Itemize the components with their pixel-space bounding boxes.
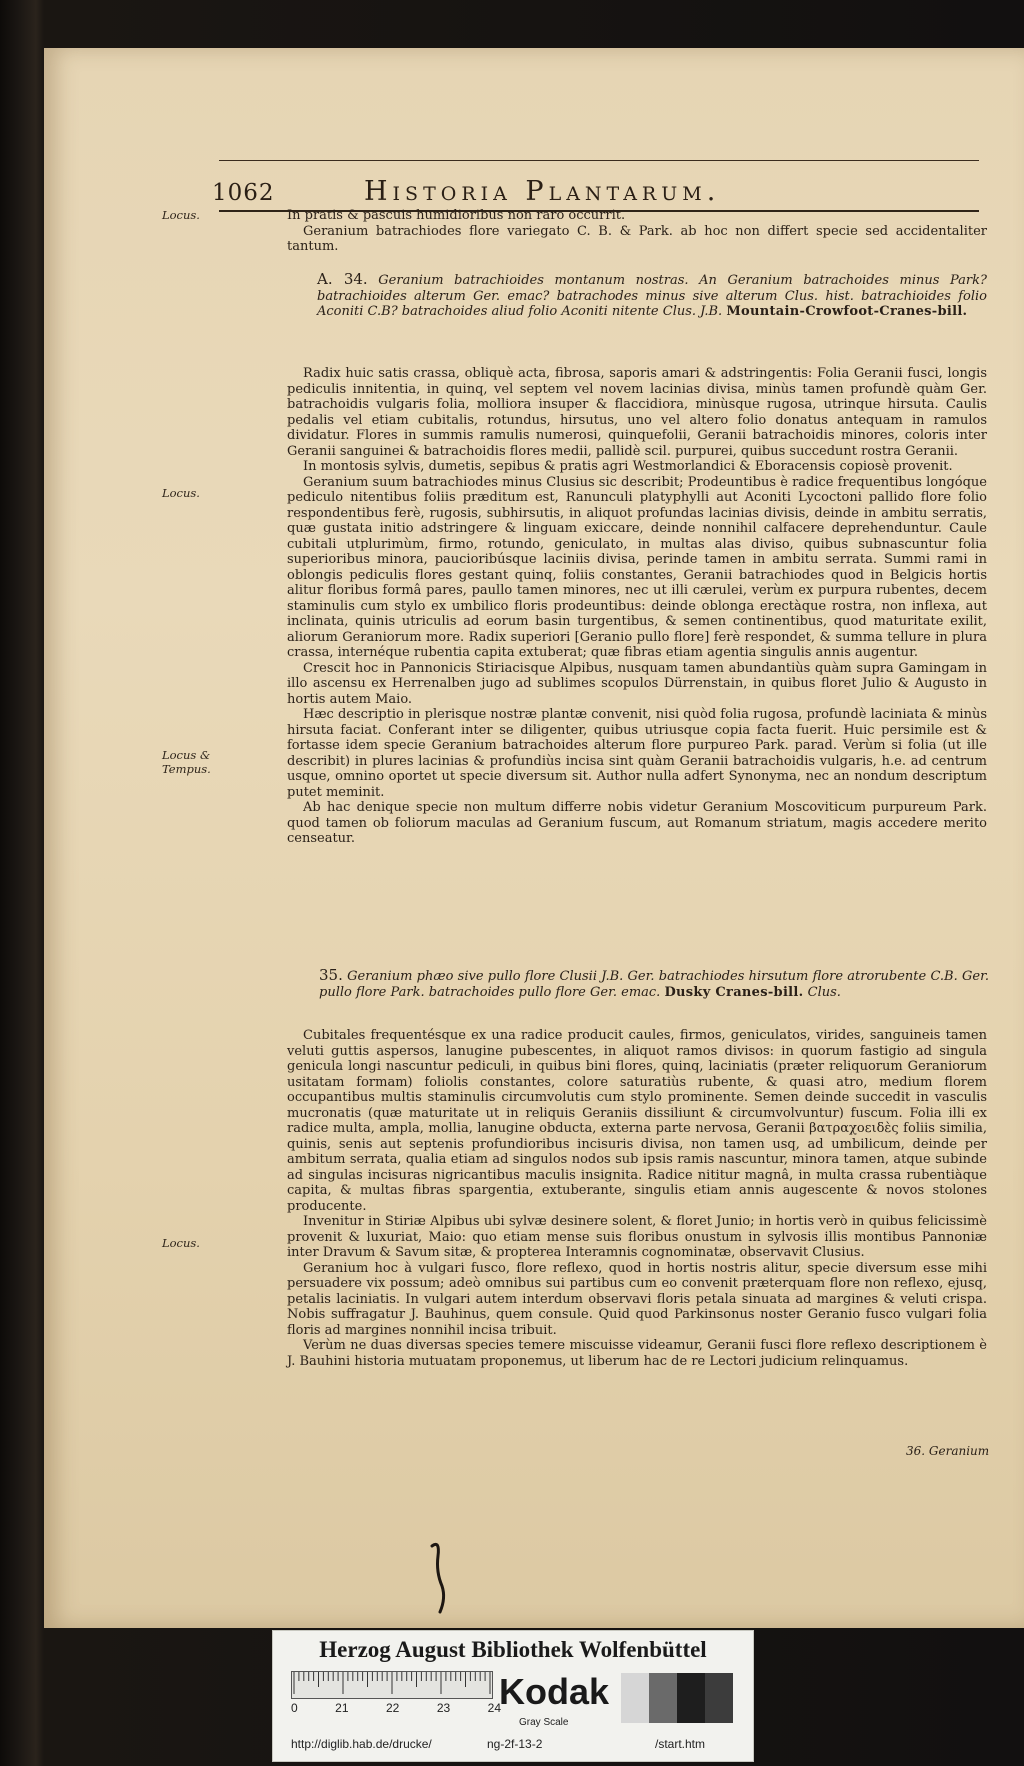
margin-note-locus-tempus: Locus & Tempus. [162, 748, 211, 776]
ruler-number: 22 [385, 1701, 400, 1715]
paragraph: Invenitur in Stiriæ Alpibus ubi sylvæ desinere solent, & floret Junio; in hortis verò in quibus felicissimè provenit & luxuriat, Maio: quo etiam mense suis floribus onustum in sylvosis illis montibus Pannoniæ inter Dravum & Savum sitæ, & propterea Interamnis cognominatæ, observavit Clusius. [287, 1214, 987, 1260]
catchword: 36. Geranium [906, 1444, 990, 1458]
entry-heading: Geranium phæo sive pullo flore Clusii J.B. Ger. batrachiodes hirsutum flore atrorubente C.B. Ger. pullo flore Park. batrachoides pullo flore Ger. emac. [319, 969, 989, 1000]
ruler-number: 23 [436, 1701, 451, 1715]
running-head: Historia Plantarum. [364, 176, 721, 207]
paragraph: Radix huic satis crassa, obliquè acta, fibrosa, saporis amari & adstringentis: Folia Geranii fusci, longis pediculis innitentia, in quinq, vel septem vel novem lacinias divisa, minùs tamen profundè quàm Ger. batrachoidis vulgaris folia, molliora insuper & flaccidiora, minùsque rugosa, utrinque hirsuta. Caulis pedalis vel etiam cubitalis, rotundus, hirsutus, uno vel altero folio donatus antequam in ramulos dividatur. Flores in summis ramulis numerosi, quinquefolii, Geranii batrachoidis minores, coloris inter Geranii sanguinei & batrachoidis flores medii, pallidè scil. purpurei, quibus succedunt rostra Geranii. [287, 366, 987, 459]
gray-swatch [649, 1673, 677, 1723]
english-name: Mountain-Crowfoot-Cranes-bill. [726, 304, 968, 319]
url-suffix: /start.htm [655, 1737, 706, 1751]
paragraph: Crescit hoc in Pannonicis Stiriacisque Alpibus, nusquam tamen abundantiùs quàm supra Gamingam in illo ascensu ex Herrenalben jugo ad sublimes scopulos Dürrenstain, in quibus floret Julio & Augusto in hortis autem Maio. [287, 660, 987, 707]
library-label [272, 1630, 754, 1762]
paragraph: Geranium suum batrachiodes minus Clusius sic describit; Prodeuntibus è radice frequentibus longóque pediculo nitentibus foliis præditum est, Ranunculi platyphylli aut Aconiti Lycoctoni pallido flore folio respondentibus ferè, rugosis, subhirsutis, in aliquot profundas lacinias divisis, deinde in ambitu serratis, quæ gustata initio adstringere & linguam exiccare, deinde nonnihil calfacere deprehenduntur. Caule cubitali utplurimùm, firmo, rotundo, geniculato, in multas alas diviso, quibus subnascuntur folia superioribus minora, paucioribúsque laciniis divisa, perinde tamen in ambitu serrata. Summi rami in oblongis pediculis flores gestant quinq, foliis constantes, Geranii batrachiodes quod in Belgicis hortis alitur floribus formâ pares, paullo tamen minores, nec ut illi cærulei, verùm ex purpura rubentes, decem staminulis cum stylo ex umbilico floris prodeuntibus: deinde oblonga erectàque rostra, non inflexa, aut inclinata, quinis utriculis ad eorum basin turgentibus, & semen continentibus, quod maturitate exilit, aliorum Geraniorum more. Radix superiori [Geranio pullo flore] ferè respondet, & summa tellure in plura crassa, internéque rubentia capita extuberat; quæ fibras etiam agentia singulis annis augentur. [287, 474, 987, 660]
entry-number: 35. [319, 966, 343, 984]
gray-swatch [705, 1673, 733, 1723]
paragraph: Ab hac denique specie non multum differre nobis videtur Geranium Moscoviticum purpureum Park. quod tamen ob foliorum maculas ad Geranium fuscum, aut Romanum striatum, magis accedere merito censeatur. [287, 800, 987, 846]
paragraph: Geranium batrachiodes flore variegato C. B. & Park. ab hoc non differt specie sed accidentaliter tantum. [287, 223, 987, 254]
gray-swatch [677, 1673, 705, 1723]
paragraph: Cubitales frequentésque ex una radice producit caules, firmos, geniculatos, virides, sanguineis tamen veluti guttis aspersos, lanugine pubescentes, in aliquot ramos divisos: in quorum fastigio ad singula genicula longi nascuntur pediculi, in quibus bini flores, quinq, laciniatis (præter reliquorum Geraniorum usitatam formam) foliolis constantes, colore saturatiùs rubente, & quasi atro, medium florem occupantibus multis staminulis circumvolutis cum stylo prominente. Semen deinde succedit in vasculis mucronatis (quæ maturitate ut in reliquis Geraniis dissiliunt & circumvolvuntur) fuscum. Folia illi ex radice multa, ampla, mollia, lanugine obducta, externa parte nervosa, Geranii βατραχοειδὲς foliis similia, quinis, senis aut septenis profundioribus incisuris divisa, non tamen usq, ad umbilicum, deinde per ambitum serrata, qualia etiam ad singulos nodos sub ipsis ramis nascuntur, minora tamen, atque subinde ad singulas incisuras nigricantibus maculis insignita. Radice nititur magnâ, in multa crassa rubentiàque capita, & multas fibras spargentia, extuberante, singulis etiam annis augescente & novos stolones producente. [287, 1028, 987, 1214]
ruler-numbers [291, 1701, 501, 1715]
entry-34-text [287, 366, 987, 847]
paragraph: Geranium hoc à vulgari fusco, flore reflexo, quod in hortis nostris alitur, specie diversum esse mihi persuadere vix possum; adeò omnibus sui partibus cum eo convenit præterquam flore non reflexo, ejusq, petalis laciniatis. In vulgari autem interdum observavi floris petala sinuata ad margines & veluti crispa. Nobis suffragatur J. Bauhinus, quem consule. Quid quod Parkinsonus noster Geranio fusco vulgari folia floris ad margines nonnihil incisa tribuit. [287, 1260, 987, 1338]
entry-heading: Geranium batrachioides montanum nostras. An Geranium batrachoides minus Park? batrachioides alterum Ger. emac? batrachodes minus sive alterum Clus. hist. batrachioides folio Aconiti C.B? batrachoides aliud folio Aconiti nitente Clus. J.B. [317, 273, 987, 319]
url-signature: ng-2f-13-2 [487, 1737, 543, 1751]
gray-swatch [621, 1673, 649, 1723]
english-name: Dusky Cranes-bill. [664, 984, 804, 1000]
margin-note-locus: Locus. [162, 1236, 200, 1250]
library-name: Herzog August Bibliothek Wolfenbüttel [319, 1637, 707, 1662]
entry-35-text [287, 1028, 987, 1369]
ruler-number: 21 [335, 1701, 349, 1715]
intro-text [287, 208, 987, 255]
author: Clus. [807, 984, 841, 1000]
ruler-number: 24 [487, 1701, 501, 1715]
ruler-number: 0 [291, 1701, 298, 1715]
ink-pen-mark [422, 1528, 462, 1628]
ruler-scale [291, 1671, 493, 1699]
url-prefix: http://diglib.hab.de/drucke/ [291, 1737, 432, 1751]
species-entry-35 [319, 968, 989, 1000]
book-page [44, 48, 1024, 1628]
paragraph: In pratis & pascuis humidioribus non raro occurrit. [287, 208, 626, 223]
ruler-ticks [292, 1672, 492, 1698]
margin-note-locus: Locus. [162, 486, 200, 500]
margin-note-locus: Locus. [162, 208, 200, 222]
species-entry-34 [317, 272, 987, 320]
page-number: 1062 [212, 180, 275, 206]
paragraph: Hæc descriptio in plerisque nostræ plantæ convenit, nisi quòd folia rugosa, profundè laciniata & minùs hirsuta faciat. Conferant inter se diligenter, quibus utriusque copia facta fuerit. Huic persimile est & fortasse idem specie Geranium batrachoides alterum flore purpureo Park. parad. Verùm si folia (ut ille describit) in plures lacinias & profundiùs incisa sint quàm Geranii batrachoidis vulgaris, h.e. ad centrum usque, omnino oportet ut specie diversum sit. Author nulla adfert Synonyma, nec an nondum descriptum putet meminit. [287, 707, 987, 800]
kodak-logo: Kodak [499, 1671, 610, 1712]
entry-number: A. 34. [317, 270, 368, 288]
paragraph: Verùm ne duas diversas species temere miscuisse videamur, Geranii fusci flore reflexo descriptionem è J. Bauhini historia mutuatam proponemus, ut liberum hac de re Lectori judicium relinquamus. [287, 1338, 987, 1369]
paragraph: In montosis sylvis, dumetis, sepibus & pratis agri Westmorlandici & Eboracensis copiosè provenit. [303, 459, 953, 474]
gray-scale-label: Gray Scale [519, 1717, 569, 1728]
header-rule [219, 160, 979, 161]
